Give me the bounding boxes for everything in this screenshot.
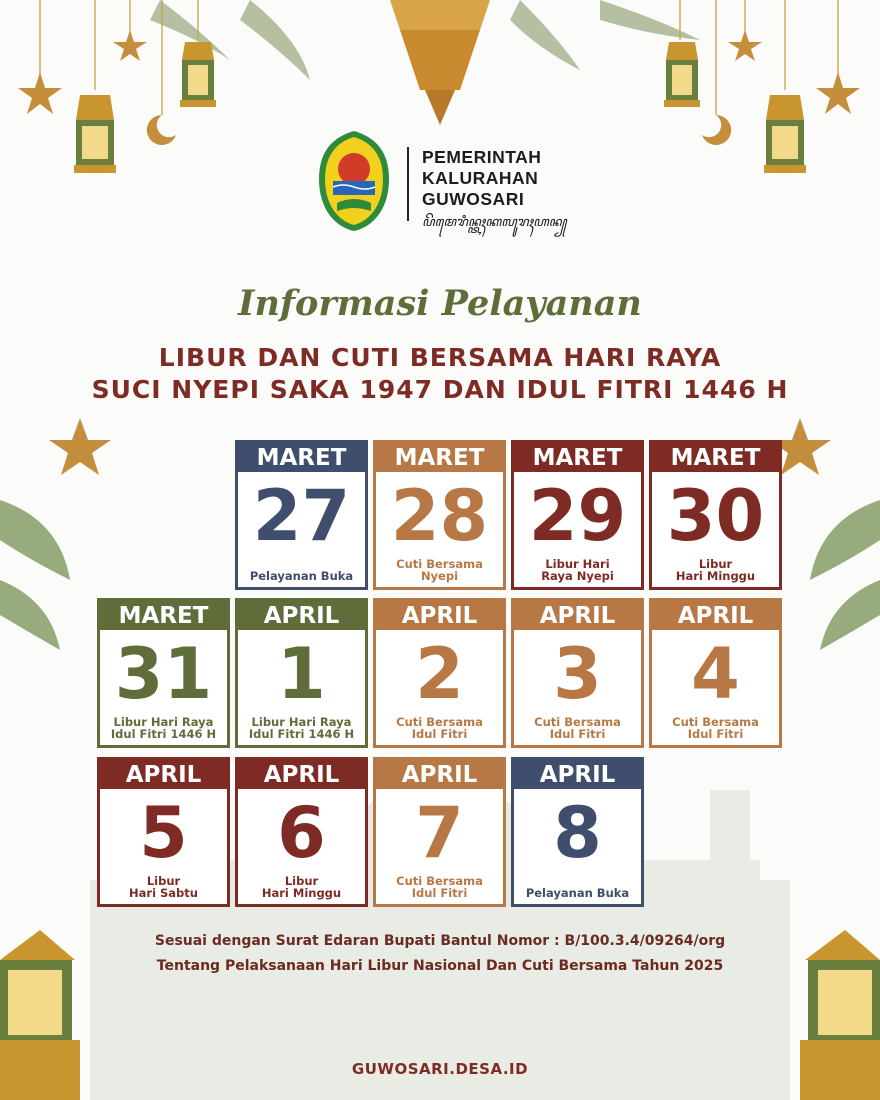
website-url: GUWOSARI.DESA.ID bbox=[351, 1060, 529, 1078]
card-month: APRIL bbox=[652, 601, 779, 630]
calendar-card bbox=[373, 757, 506, 907]
header bbox=[0, 125, 880, 235]
calendar-card bbox=[511, 757, 644, 907]
card-label: Libur Hari Sabtu bbox=[129, 874, 198, 900]
card-day: 28 bbox=[390, 475, 489, 557]
card-month: MARET bbox=[514, 443, 641, 472]
card-day: 31 bbox=[114, 633, 213, 715]
calendar-card bbox=[235, 598, 368, 748]
calendar-card bbox=[373, 440, 506, 590]
card-month: MARET bbox=[100, 601, 227, 630]
card-month: APRIL bbox=[514, 601, 641, 630]
card-label: Cuti Bersama Idul Fitri bbox=[534, 715, 621, 741]
card-month: APRIL bbox=[376, 760, 503, 789]
bantul-emblem-icon bbox=[317, 129, 391, 233]
calendar-card bbox=[97, 598, 230, 748]
card-label: Libur Hari Raya Idul Fitri 1446 H bbox=[248, 715, 355, 741]
header-divider bbox=[407, 147, 409, 221]
card-day: 29 bbox=[528, 475, 627, 557]
gov-line-2: KALURAHAN bbox=[422, 168, 539, 188]
card-day: 3 bbox=[553, 633, 602, 715]
calendar-card bbox=[373, 598, 506, 748]
calendar-card bbox=[649, 598, 782, 748]
government-name bbox=[422, 147, 541, 210]
calendar-card bbox=[649, 440, 782, 590]
card-day: 7 bbox=[415, 792, 464, 874]
card-month: MARET bbox=[238, 443, 365, 472]
javanese-script: ꦥꦼꦩꦺꦫꦶꦤ꧀ꦠꦃꦏꦭꦸꦫꦃꦲꦤ꧀ bbox=[422, 215, 567, 230]
calendar-card bbox=[235, 440, 368, 590]
card-label: Cuti Bersama Idul Fitri bbox=[396, 874, 483, 900]
headline-line-1: LIBUR DAN CUTI BERSAMA HARI RAYA bbox=[158, 343, 722, 372]
gov-line-3: GUWOSARI bbox=[422, 189, 525, 209]
card-month: APRIL bbox=[238, 601, 365, 630]
card-label: Libur Hari Raya Idul Fitri 1446 H bbox=[110, 715, 217, 741]
card-month: APRIL bbox=[238, 760, 365, 789]
card-label: Cuti Bersama Idul Fitri bbox=[672, 715, 759, 741]
calendar-card bbox=[511, 440, 644, 590]
card-label: Libur Hari Minggu bbox=[675, 557, 756, 583]
headline-line-2: SUCI NYEPI SAKA 1947 DAN IDUL FITRI 1446 H bbox=[91, 375, 789, 404]
calendar-card bbox=[511, 598, 644, 748]
card-day: 27 bbox=[252, 475, 351, 557]
calendar-card bbox=[97, 757, 230, 907]
page-subtitle: Informasi Pelayanan bbox=[238, 283, 642, 324]
card-day: 4 bbox=[691, 633, 740, 715]
card-label: Cuti Bersama Nyepi bbox=[396, 557, 483, 583]
card-label: Libur Hari Raya Nyepi bbox=[541, 557, 614, 583]
card-label: Pelayanan Buka bbox=[249, 569, 354, 583]
card-day: 2 bbox=[415, 633, 464, 715]
card-day: 1 bbox=[277, 633, 326, 715]
card-label: Cuti Bersama Idul Fitri bbox=[396, 715, 483, 741]
card-day: 5 bbox=[139, 792, 188, 874]
gov-line-1: PEMERINTAH bbox=[422, 147, 542, 167]
card-month: APRIL bbox=[514, 760, 641, 789]
calendar-card bbox=[235, 757, 368, 907]
card-label: Pelayanan Buka bbox=[525, 886, 630, 900]
footnote-line-2: Tentang Pelaksanaan Hari Libur Nasional Dan Cuti Bersama Tahun 2025 bbox=[156, 958, 724, 974]
card-day: 30 bbox=[666, 475, 765, 557]
card-day: 6 bbox=[277, 792, 326, 874]
card-month: APRIL bbox=[376, 601, 503, 630]
card-month: MARET bbox=[652, 443, 779, 472]
card-day: 8 bbox=[553, 792, 602, 874]
card-month: APRIL bbox=[100, 760, 227, 789]
footnote-line-1: Sesuai dengan Surat Edaran Bupati Bantul Nomor : B/100.3.4/09264/org bbox=[154, 933, 726, 949]
card-label: Libur Hari Minggu bbox=[261, 874, 342, 900]
card-month: MARET bbox=[376, 443, 503, 472]
